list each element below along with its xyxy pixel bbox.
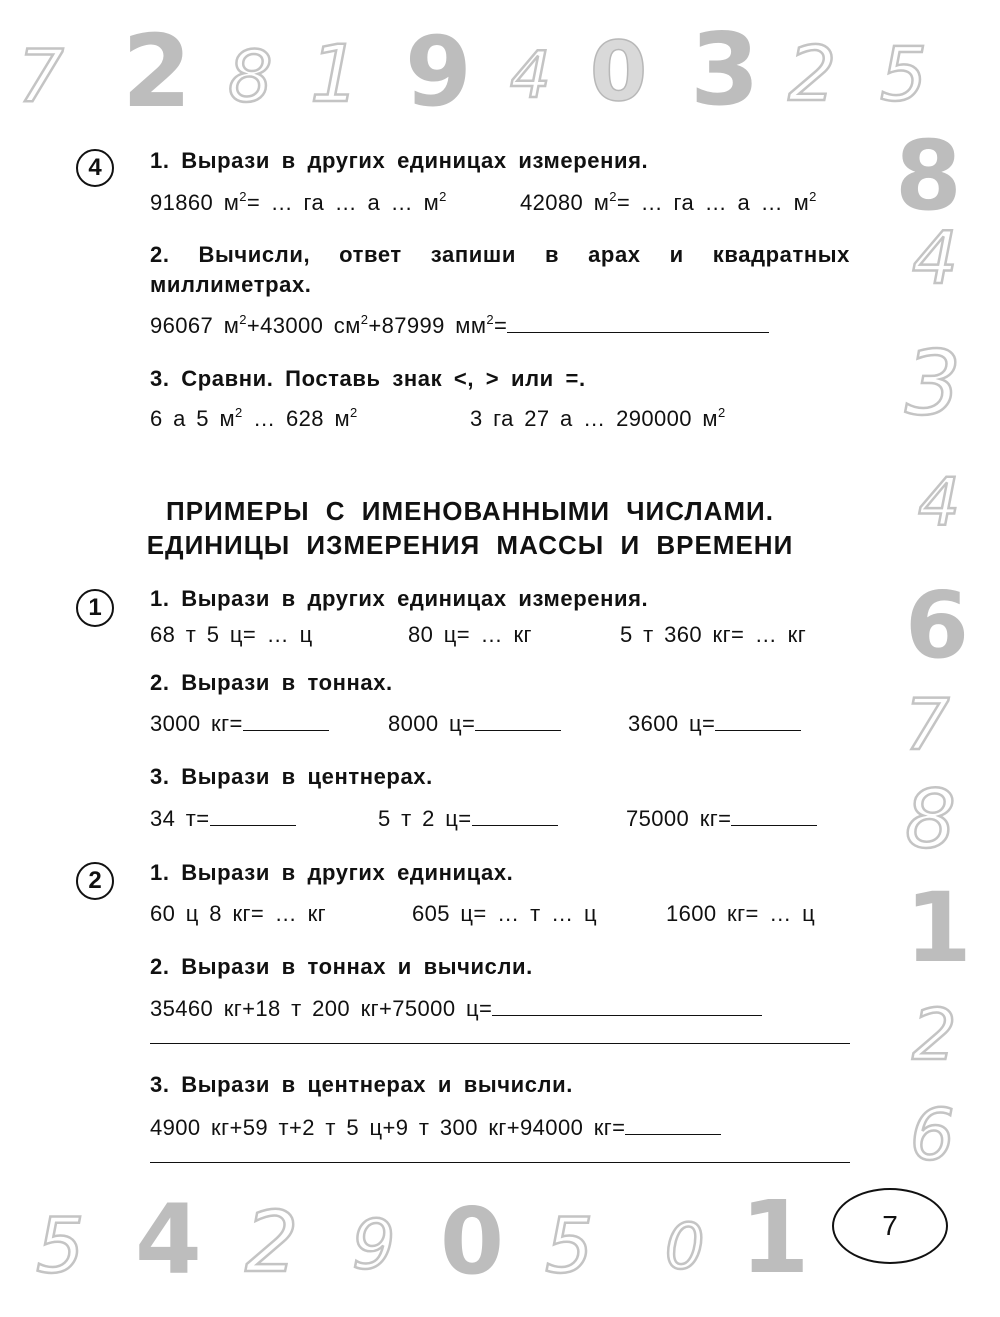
ex4-expr-a: 91860 $м^2=$ … га … а … $м^2$ — [150, 189, 447, 215]
decor-digit: 8 — [895, 120, 962, 232]
answer-blank[interactable] — [731, 805, 817, 826]
answer-blank[interactable] — [715, 710, 801, 731]
ex2-task-2-title: 2. Вырази в тоннах и вычисли. — [150, 954, 533, 979]
decor-digit: 3 — [690, 11, 760, 128]
decor-digit: 2 — [788, 29, 837, 118]
answer-blank[interactable] — [507, 312, 769, 333]
decor-digit: 5 — [545, 1201, 594, 1290]
answer-blank[interactable] — [475, 710, 561, 731]
answer-line[interactable] — [150, 1043, 850, 1044]
ex4-task-3-title: 3. Сравни. Поставь знак <, > или =. — [150, 366, 586, 391]
decor-digit: 1 — [740, 1179, 810, 1296]
answer-blank[interactable] — [492, 995, 762, 1016]
section-heading-line-1: ПРИМЕРЫ С ИМЕНОВАННЫМИ ЧИСЛАМИ. — [166, 496, 774, 526]
ex4-task-1-title: 1. Вырази в других единицах измерения. — [150, 148, 649, 173]
decor-digit: 7 — [905, 684, 950, 766]
section-heading-line-2: ЕДИНИЦЫ ИЗМЕРЕНИЯ МАССЫ И ВРЕМЕНИ — [146, 530, 794, 560]
ex1-task-3-title: 3. Вырази в центнерах. — [150, 764, 433, 789]
ex1-task-2-title: 2. Вырази в тоннах. — [150, 670, 393, 695]
answer-line[interactable] — [150, 1162, 850, 1163]
answer-blank[interactable] — [625, 1114, 721, 1135]
decor-digit: 2 — [245, 1193, 299, 1291]
decor-digit: 6 — [910, 1094, 955, 1176]
decor-digit: 0 — [665, 1210, 705, 1283]
decor-digit: 4 — [135, 1184, 202, 1296]
answer-blank[interactable] — [472, 805, 558, 826]
decor-digit: 8 — [228, 36, 273, 118]
ex4-task-2-title: 2. Вычисли, ответ запиши в арах и квадратных миллиметрах. — [150, 242, 850, 297]
ex1-item: 5 т 360 кг= … кг — [620, 622, 807, 647]
ex1-item: 80 ц= … кг — [408, 622, 532, 647]
ex1-task-1-title: 1. Вырази в других единицах измерения. — [150, 586, 649, 611]
decor-digit: 1 — [310, 30, 360, 120]
ex2-item: 1600 кг= … ц — [666, 901, 816, 926]
ex4-compare-a: 6 а 5 $м^2$ … 628 $м^2$ — [150, 405, 358, 431]
decor-digit: 5 — [880, 32, 928, 118]
ex2-item: 60 ц 8 кг= … кг — [150, 901, 327, 926]
ex1-item: 75000 кг= — [626, 805, 817, 832]
ex1-item: 3000 кг= — [150, 710, 329, 737]
answer-blank[interactable] — [243, 710, 329, 731]
decor-digit: 4 — [510, 39, 551, 113]
decor-digit: 7 — [18, 34, 64, 118]
decor-digit: 9 — [405, 16, 472, 128]
decor-digit: 0 — [590, 25, 648, 120]
answer-blank[interactable] — [210, 805, 296, 826]
decor-digit: 1 — [905, 872, 972, 984]
decor-digit: 0 — [440, 1188, 505, 1295]
decor-digit: 4 — [912, 216, 958, 300]
decor-digit: 6 — [905, 572, 970, 679]
ex1-item: 34 т= — [150, 805, 296, 832]
ex1-item: 8000 ц= — [388, 710, 561, 737]
decor-digit: 8 — [905, 773, 956, 866]
ex1-item: 3600 ц= — [628, 710, 801, 737]
decor-digit: 2 — [912, 994, 957, 1076]
exercise-badge-2: 2 — [76, 862, 114, 900]
ex2-task-3-row: 4900 кг+59 т+2 т 5 ц+9 т 300 кг+94000 кг= — [150, 1114, 721, 1141]
decor-digit: 3 — [905, 332, 961, 435]
ex2-task-2-row: 35460 кг+18 т 200 кг+75000 ц= — [150, 995, 762, 1022]
ex2-task-3-title: 3. Вырази в центнерах и вычисли. — [150, 1072, 573, 1097]
decor-digit: 4 — [918, 464, 960, 541]
page-number: 7 — [832, 1188, 948, 1264]
exercise-badge-4: 4 — [76, 149, 114, 187]
ex4-expr-b: 42080 $м^2=$ … га … а … $м^2$ — [520, 189, 817, 215]
ex1-item: 5 т 2 ц= — [378, 805, 558, 832]
ex2-task-1-title: 1. Вырази в других единицах. — [150, 860, 514, 885]
decor-digit: 9 — [352, 1206, 396, 1285]
ex4-compare-b: 3 га 27 а … 290000 $м^2$ — [470, 405, 726, 431]
ex1-item: 68 т 5 ц= … ц — [150, 622, 313, 647]
ex2-item: 605 ц= … т … ц — [412, 901, 597, 926]
decor-digit: 2 — [122, 13, 192, 130]
ex4-task-2-row: 96067 $м^2+43000$ $см^2+87999$ $мм^2=$ — [150, 312, 769, 339]
exercise-badge-1: 1 — [76, 589, 114, 627]
decor-digit: 5 — [36, 1201, 85, 1290]
